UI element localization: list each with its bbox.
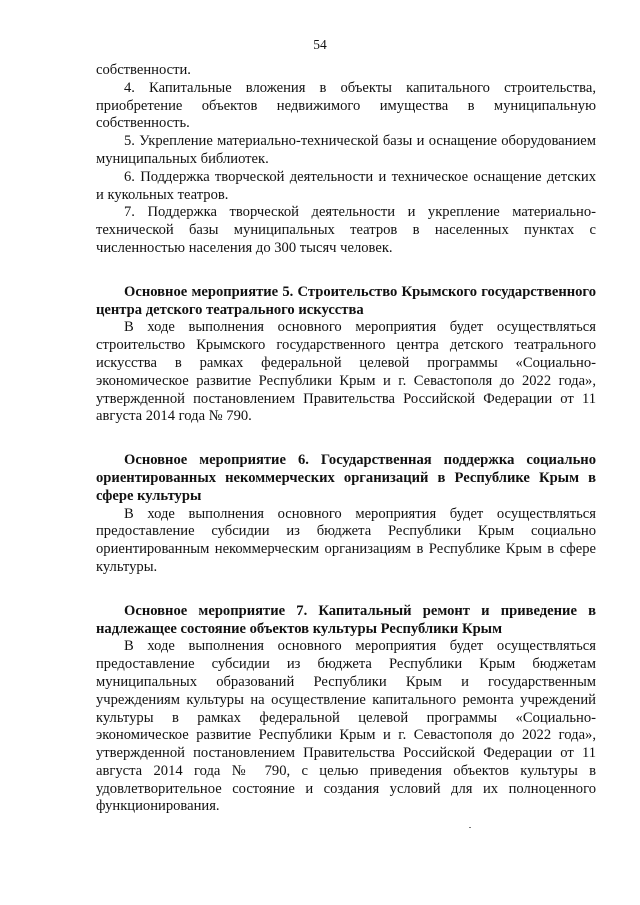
section-7-heading: Основное мероприятие 7. Капитальный ремонт и приведение в надлежащее состояние объектов культуры Республики Крым bbox=[96, 602, 596, 637]
section-7-body: В ходе выполнения основного мероприятия будет осуществляться предоставление субсидии из бюджета Республики Крым бюджетам муниципальных образований Республики Крым и государственным учреждениям культуры на осуществление капитального ремонта учреждений культуры в рамках федеральной целевой программы «Социально-экономическое развитие Республики Крым и г. Севастополя до 2022 года», утвержденной постановлением Правительства Российской Федерации от 11 августа 2014 года № 790, с целью приведения объектов культуры в удовлетворительное состояние и создания условий для их полноценного функционирования. bbox=[96, 638, 596, 815]
section-5-heading: Основное мероприятие 5. Строительство Крымского государственного центра детского театрального искусства bbox=[96, 283, 596, 318]
scan-speck bbox=[469, 827, 471, 828]
section-spacer bbox=[96, 258, 596, 284]
section-spacer bbox=[96, 577, 596, 603]
section-6-body: В ходе выполнения основного мероприятия будет осуществляться предоставление субсидии из бюджета Республики Крым социально ориентированным некоммерческим организациям в Республике Крым в сфере культуры. bbox=[96, 505, 596, 575]
section-spacer bbox=[96, 426, 596, 452]
list-item-7: 7. Поддержка творческой деятельности и укрепление материально-технической базы муниципальных театров в населенных пунктах с численностью населения до 300 тысяч человек. bbox=[96, 204, 596, 256]
document-body bbox=[96, 62, 596, 816]
section-6-heading: Основное мероприятие 6. Государственная поддержка социально ориентированных некоммерческих организаций в Республике Крым в сфере культуры bbox=[96, 452, 596, 504]
page-number: 54 bbox=[313, 37, 327, 52]
list-item-4: 4. Капитальные вложения в объекты капитального строительства, приобретение объектов недвижимого имущества в муниципальную собственность. bbox=[96, 79, 596, 132]
list-item-6: 6. Поддержка творческой деятельности и техническое оснащение детских и кукольных театров. bbox=[96, 168, 596, 203]
paragraph-continuation: собственности. bbox=[96, 62, 191, 78]
list-item-5: 5. Укрепление материально-технической базы и оснащение оборудованием муниципальных библиотек. bbox=[96, 133, 596, 167]
section-5-body: В ходе выполнения основного мероприятия будет осуществляться строительство Крымского государственного центра детского театрального искусства в рамках федеральной целевой программы «Социально-экономическое развитие Республики Крым и г. Севастополя до 2022 года», утвержденной постановлением Правительства Российской Федерации от 11 августа 2014 года № 790. bbox=[96, 319, 596, 425]
